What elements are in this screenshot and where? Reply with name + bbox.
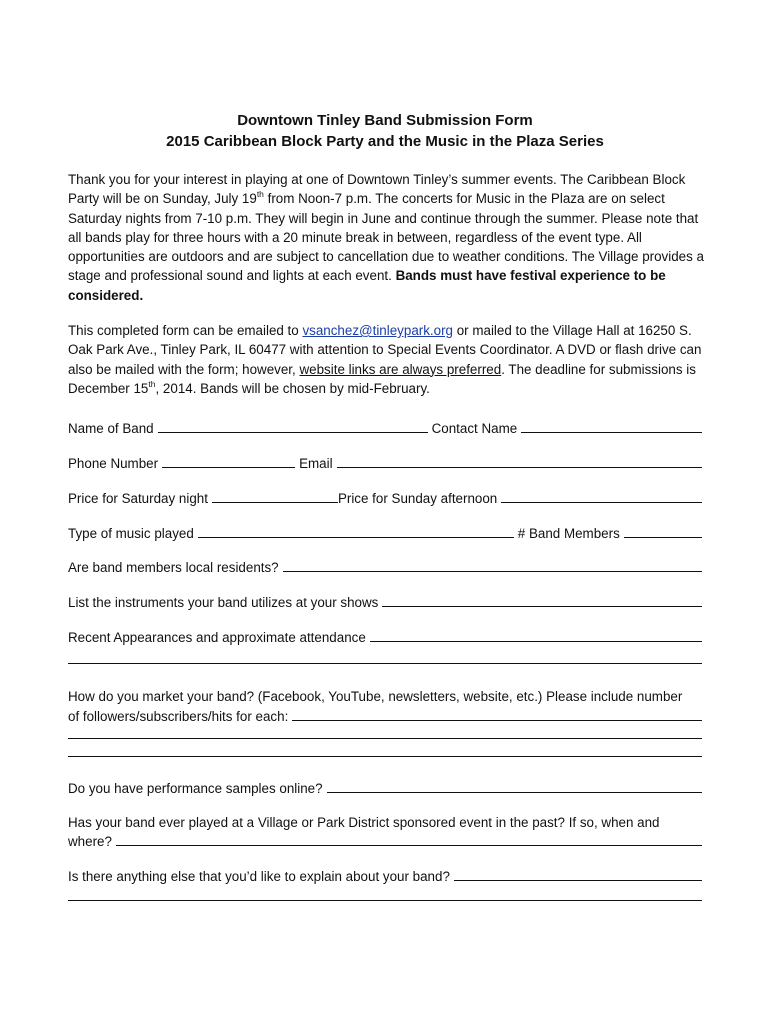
appearances-label: Recent Appearances and approximate attendance	[68, 630, 366, 645]
village-event-field[interactable]	[116, 845, 702, 846]
band-name-row	[68, 416, 702, 436]
instruments-field[interactable]	[382, 606, 702, 607]
samples-row	[68, 776, 702, 796]
music-type-label: Type of music played	[68, 526, 194, 541]
festival-requirement: Bands must have festival experience to be considered.	[68, 268, 666, 303]
instruments-row	[68, 590, 702, 610]
website-links-note: website links are always preferred	[299, 361, 502, 377]
village-row-1	[68, 810, 702, 830]
village-event-label: Has your band ever played at a Village or Park District sponsored event in the past? If so, when and	[68, 815, 660, 830]
marketing-field[interactable]	[292, 720, 702, 721]
anything-else-field[interactable]	[454, 880, 702, 881]
email-link[interactable]: vsanchez@tinleypark.org	[302, 323, 453, 338]
email-field[interactable]	[337, 467, 702, 468]
music-type-row	[68, 521, 702, 541]
anything-else-extra-line[interactable]	[68, 900, 702, 901]
local-residents-label: Are band members local residents?	[68, 560, 279, 575]
band-name-label: Name of Band	[68, 421, 154, 436]
band-members-label: # Band Members	[517, 526, 620, 541]
intro-paragraph: Thank you for your interest in playing at one of Downtown Tinley’s summer events. The Caribbean Block Party will be on Sunday, July 19th from Noon-7 p.m. The concerts for Music in the Plaza are on select Saturday nights from 7-10 p.m. They will begin in June and continue through the summer. Please note that all bands play for three hours with a 20 minute break in between, regardless of the event type. All opportunities are outdoors and are subject to cancellation due to weather conditions. The Village provides a stage and professional sound and lights at each event. Bands must have festival experience to be considered.	[68, 172, 704, 303]
band-name-field[interactable]	[158, 432, 428, 433]
form-title: Downtown Tinley Band Submission Form	[237, 112, 533, 129]
marketing-label-cont: of followers/subscribers/hits for each:	[68, 709, 289, 724]
price-row	[68, 486, 702, 506]
village-row-2	[68, 829, 702, 849]
price-sunday-field[interactable]	[501, 502, 702, 503]
price-saturday-label: Price for Saturday night	[68, 491, 208, 506]
price-saturday-field[interactable]	[212, 502, 338, 503]
marketing-row-2	[68, 704, 702, 724]
contact-name-label: Contact Name	[431, 421, 518, 436]
email-label: Email	[299, 456, 333, 471]
anything-else-row	[68, 864, 702, 884]
appearances-extra-line[interactable]	[68, 663, 702, 664]
anything-else-label: Is there anything else that you’d like to explain about your band?	[68, 869, 450, 884]
marketing-label: How do you market your band? (Facebook, YouTube, newsletters, website, etc.) Please include number	[68, 689, 683, 704]
phone-field[interactable]	[162, 467, 295, 468]
instruments-label: List the instruments your band utilizes at your shows	[68, 595, 379, 610]
marketing-row-1	[68, 684, 702, 704]
submission-paragraph: This completed form can be emailed to vsanchez@tinleypark.org or mailed to the Village Hall at 16250 S. Oak Park Ave., Tinley Park, IL 60477 with attention to Special Events Coordinator. A DVD or flash drive can also be mailed with the form; however, website links are always preferred. The deadline for submissions is December 15th, 2014. Bands will be chosen by mid-February.	[68, 323, 702, 396]
music-type-field[interactable]	[198, 537, 514, 538]
marketing-extra-line-2[interactable]	[68, 756, 702, 757]
local-residents-row	[68, 555, 702, 575]
appearances-field[interactable]	[370, 641, 702, 642]
phone-row	[68, 451, 702, 471]
form-subtitle: 2015 Caribbean Block Party and the Music in the Plaza Series	[166, 133, 604, 150]
appearances-row	[68, 625, 702, 645]
samples-label: Do you have performance samples online?	[68, 781, 323, 796]
village-event-label-cont: where?	[68, 834, 112, 849]
samples-field[interactable]	[327, 792, 702, 793]
local-residents-field[interactable]	[283, 571, 702, 572]
phone-label: Phone Number	[68, 456, 159, 471]
band-members-field[interactable]	[624, 537, 702, 538]
contact-name-field[interactable]	[521, 432, 702, 433]
marketing-extra-line-1[interactable]	[68, 738, 702, 739]
price-sunday-label: Price for Sunday afternoon	[337, 491, 498, 506]
